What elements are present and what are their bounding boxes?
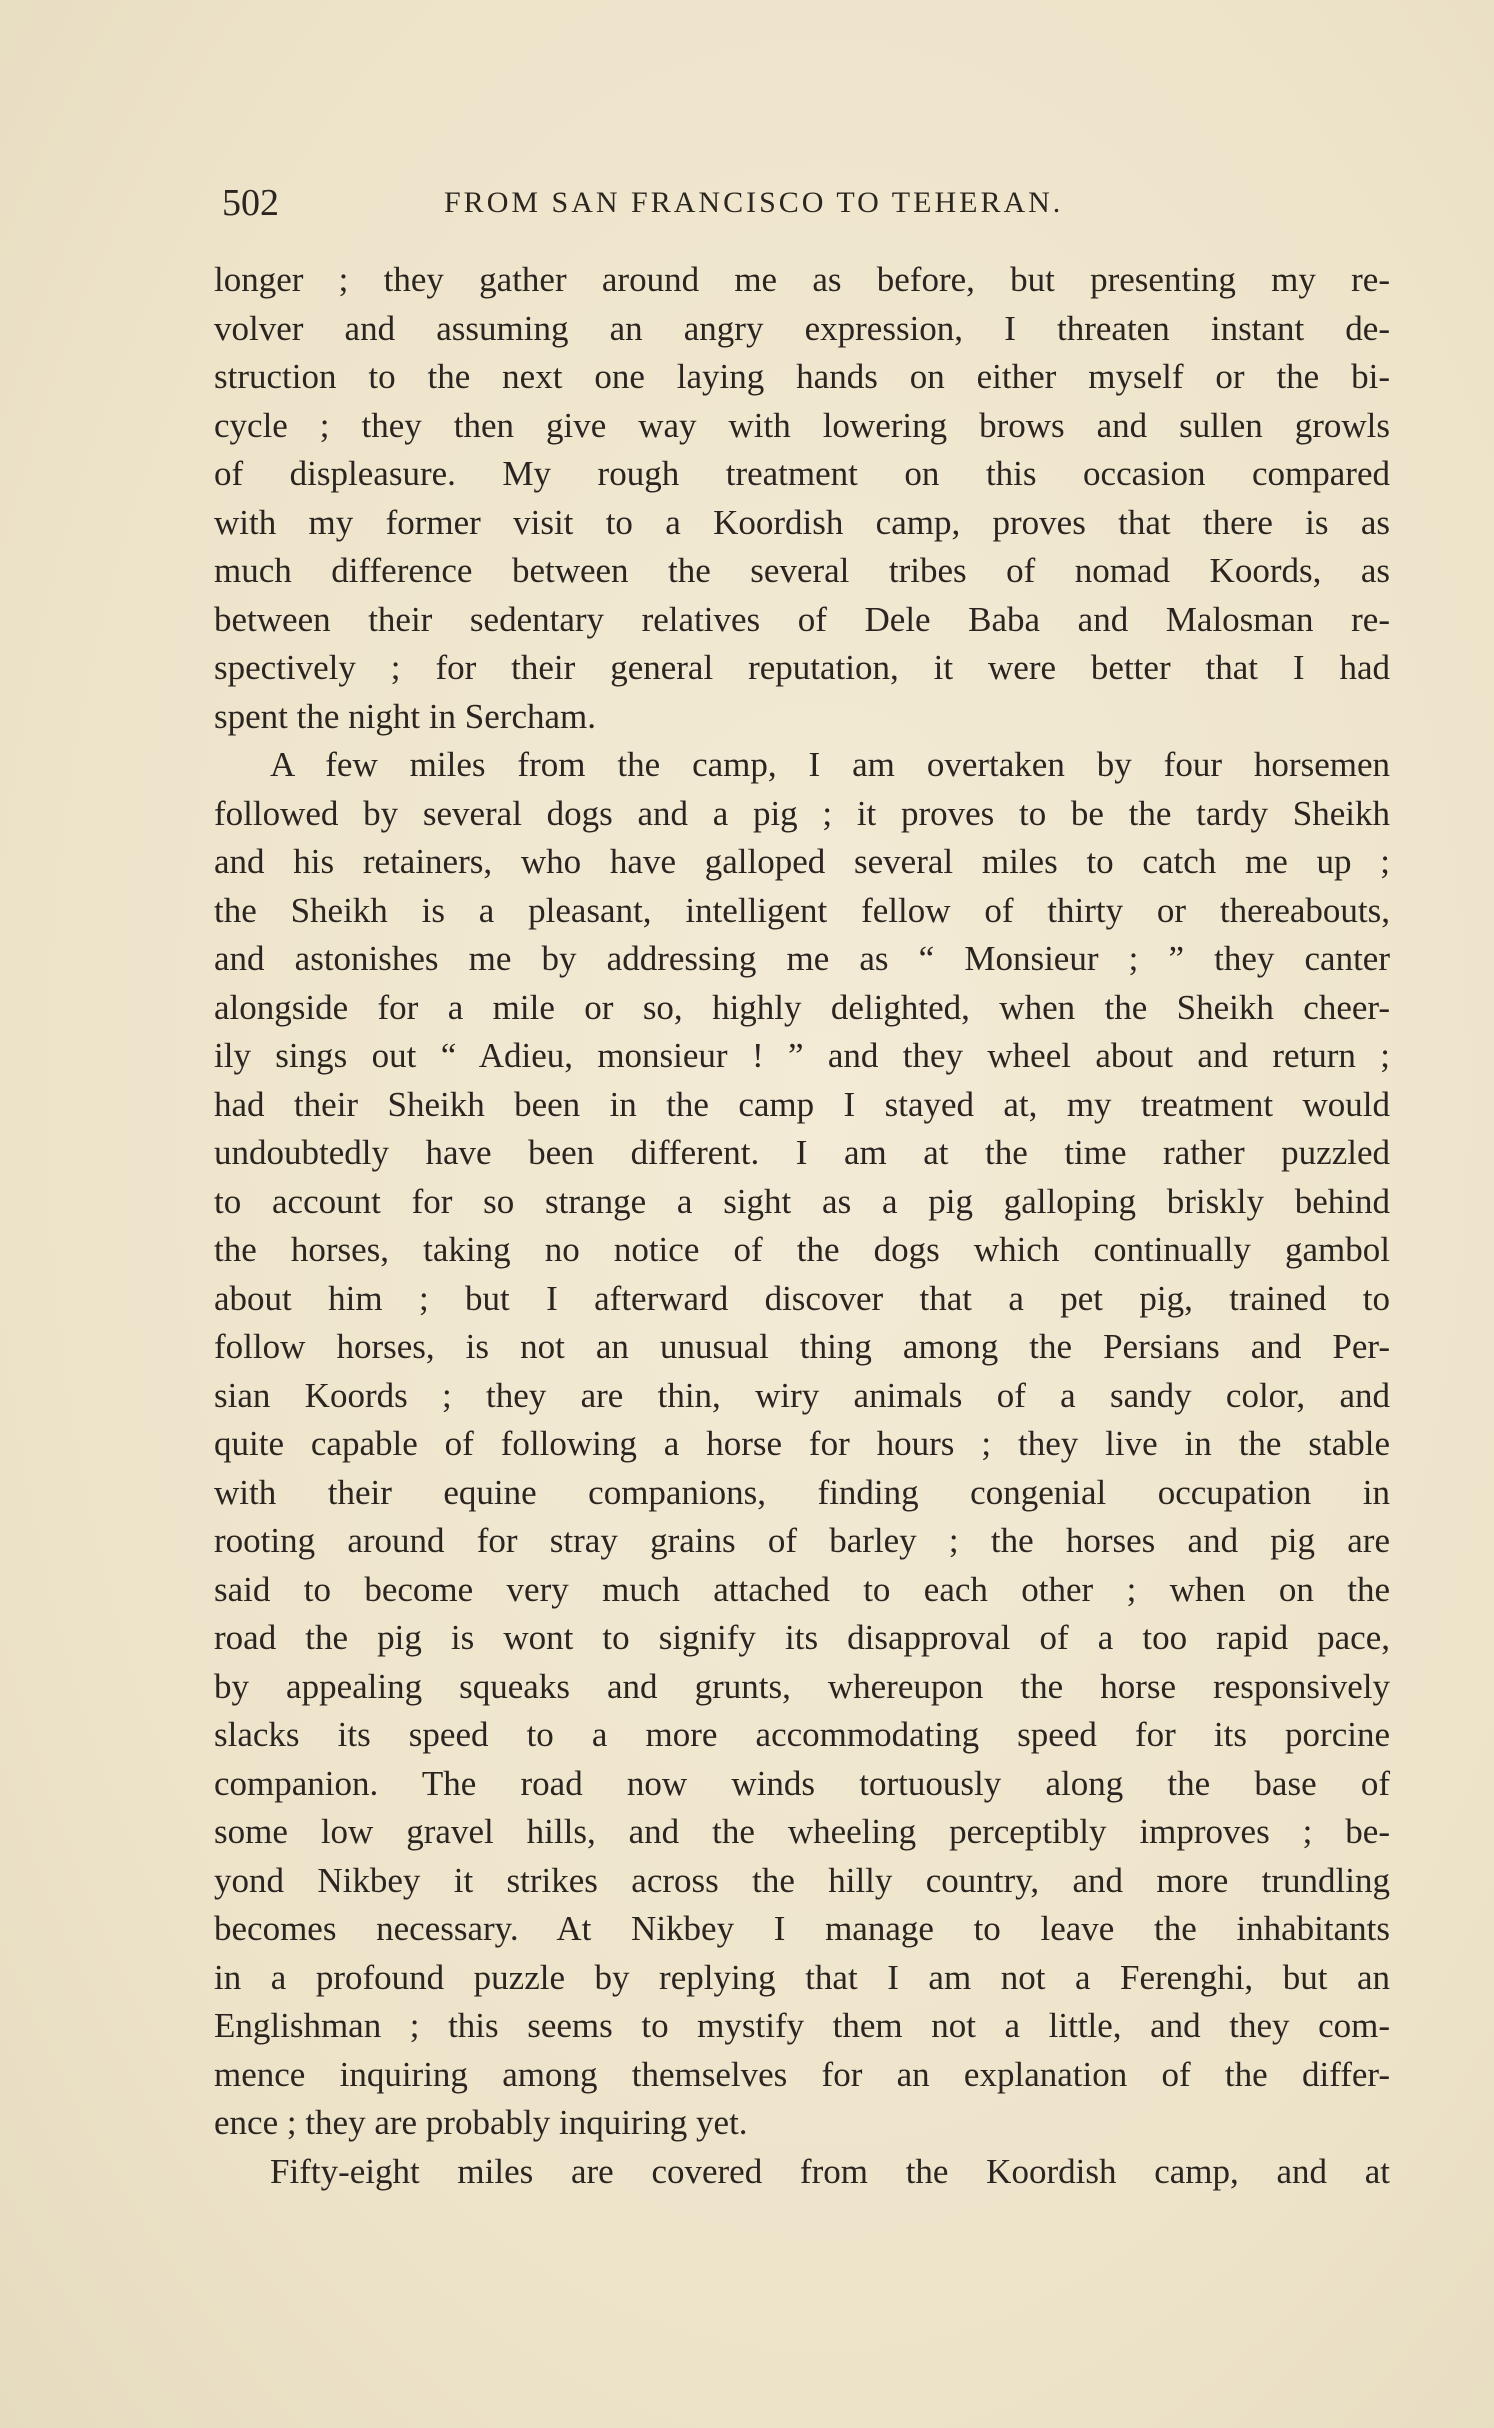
text-line: ily sings out “ Adieu, monsieur ! ” and they wheel about and return ; <box>214 1036 1390 1075</box>
text-line: by appealing squeaks and grunts, whereupon the horse responsively <box>214 1666 1390 1706</box>
text-line: slacks its speed to a more accommodating speed for its porcine <box>214 1715 1390 1754</box>
text-line: yond Nikbey it strikes across the hilly country, and more trundling <box>214 1860 1390 1900</box>
text-line: with their equine companions, finding congenial occupation in <box>214 1472 1390 1512</box>
text-line: companion. The road now winds tortuously along the base of <box>214 1763 1390 1803</box>
text-line: road the pig is wont to signify its disapproval of a too rapid pace, <box>214 1618 1390 1657</box>
text-line: Fifty-eight miles are covered from the Koordish camp, and at <box>270 2151 1390 2191</box>
text-line: follow horses, is not an unusual thing among the Persians and Per- <box>214 1327 1390 1366</box>
text-line: much difference between the several tribes of nomad Koords, as <box>214 551 1390 590</box>
text-line: said to become very much attached to each other ; when on the <box>214 1569 1390 1609</box>
text-line: the horses, taking no notice of the dogs which continually gambol <box>214 1230 1390 1269</box>
text-line: longer ; they gather around me as before, but presenting my re- <box>214 260 1390 299</box>
text-line: alongside for a mile or so, highly delighted, when the Sheikh cheer- <box>214 987 1390 1027</box>
text-line: sian Koords ; they are thin, wiry animals of a sandy color, and <box>214 1375 1390 1415</box>
text-line: with my former visit to a Koordish camp, proves that there is as <box>214 502 1390 542</box>
text-line: A few miles from the camp, I am overtaken by four horsemen <box>270 745 1390 784</box>
text-line: ence ; they are probably inquiring yet. <box>214 2103 748 2142</box>
text-line: rooting around for stray grains of barley ; the horses and pig are <box>214 1521 1390 1560</box>
text-line: about him ; but I afterward discover that a pet pig, trained to <box>214 1278 1390 1318</box>
text-line: mence inquiring among themselves for an explanation of the differ- <box>214 2054 1390 2094</box>
text-line: undoubtedly have been different. I am at the time rather puzzled <box>214 1133 1390 1172</box>
text-line: the Sheikh is a pleasant, intelligent fellow of thirty or thereabouts, <box>214 890 1390 930</box>
text-line: between their sedentary relatives of Dele Baba and Malosman re- <box>214 599 1390 639</box>
body-text <box>214 256 1390 2196</box>
text-line: becomes necessary. At Nikbey I manage to leave the inhabitants <box>214 1909 1390 1948</box>
text-line: some low gravel hills, and the wheeling perceptibly improves ; be- <box>214 1812 1390 1851</box>
text-line: spent the night in Sercham. <box>214 696 597 736</box>
text-line: Englishman ; this seems to mystify them not a little, and they com- <box>214 2006 1390 2045</box>
text-line: volver and assuming an angry expression, I threaten instant de- <box>214 308 1390 348</box>
text-line: and his retainers, who have galloped several miles to catch me up ; <box>214 842 1390 881</box>
running-head: FROM SAN FRANCISCO TO TEHERAN. <box>444 186 1064 219</box>
text-line: cycle ; they then give way with lowering brows and sullen growls <box>214 405 1390 445</box>
text-line: struction to the next one laying hands on either myself or the bi- <box>214 357 1390 396</box>
text-line: to account for so strange a sight as a pig galloping briskly behind <box>214 1181 1390 1221</box>
text-line: quite capable of following a horse for hours ; they live in the stable <box>214 1424 1390 1463</box>
text-line: had their Sheikh been in the camp I stayed at, my treatment would <box>214 1084 1390 1124</box>
text-line: and astonishes me by addressing me as “ Monsieur ; ” they canter <box>214 939 1390 978</box>
text-line: of displeasure. My rough treatment on this occasion compared <box>214 454 1390 493</box>
text-line: in a profound puzzle by replying that I am not a Ferenghi, but an <box>214 1957 1390 1997</box>
text-line: spectively ; for their general reputation, it were better that I had <box>214 648 1390 687</box>
text-line: followed by several dogs and a pig ; it proves to be the tardy Sheikh <box>214 793 1390 833</box>
page-number: 502 <box>222 182 279 224</box>
page-header <box>222 178 1392 228</box>
